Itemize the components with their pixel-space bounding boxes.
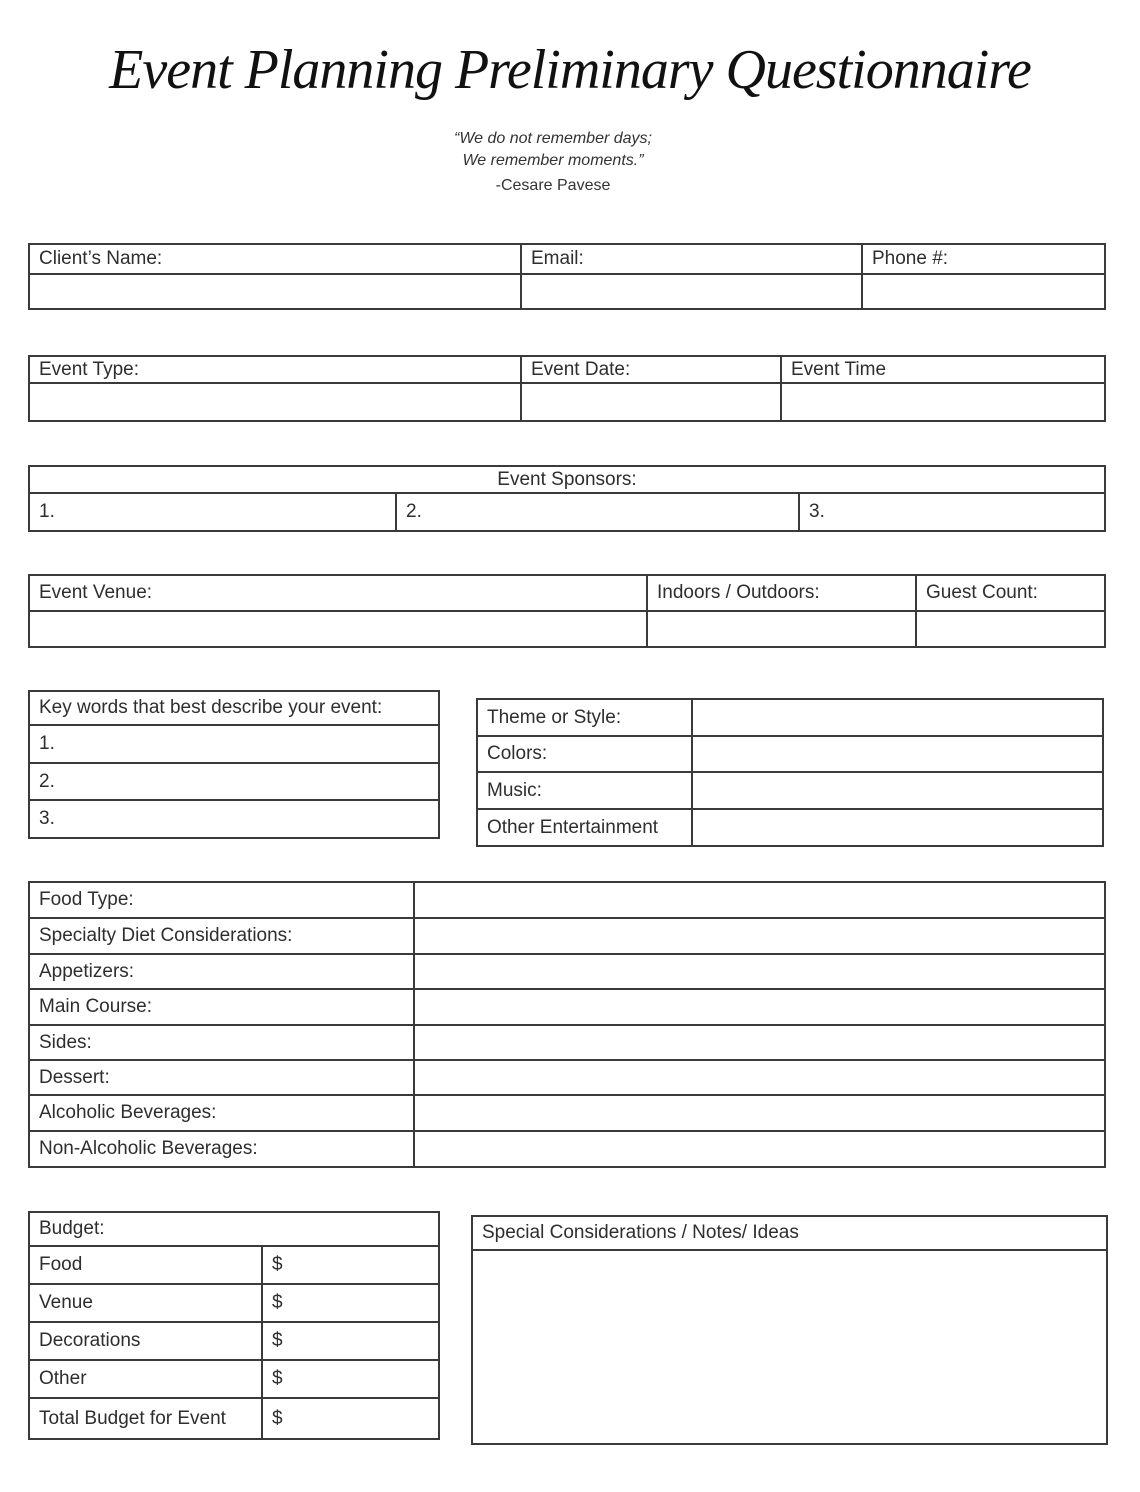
budget-food-label: Food xyxy=(29,1246,262,1284)
main-course-field[interactable] xyxy=(414,989,1105,1025)
sides-field[interactable] xyxy=(414,1025,1105,1060)
keywords-header: Key words that best describe your event: xyxy=(29,691,439,725)
keyword-field-1[interactable]: 1. xyxy=(29,725,439,763)
guest-count-field[interactable] xyxy=(916,611,1105,647)
event-time-label: Event Time xyxy=(781,356,1105,383)
budget-total-field[interactable]: $ xyxy=(262,1398,439,1439)
sponsor-field-2[interactable]: 2. xyxy=(396,493,799,531)
event-type-field[interactable] xyxy=(29,383,521,421)
notes-header: Special Considerations / Notes/ Ideas xyxy=(472,1216,1107,1250)
client-name-label: Client’s Name: xyxy=(29,244,521,274)
budget-venue-field[interactable]: $ xyxy=(262,1284,439,1322)
venue-table xyxy=(28,574,1106,648)
notes-field[interactable] xyxy=(472,1250,1107,1444)
phone-label: Phone #: xyxy=(862,244,1105,274)
venue-label: Event Venue: xyxy=(29,575,647,611)
indoors-outdoors-field[interactable] xyxy=(647,611,916,647)
notes-table xyxy=(471,1215,1108,1445)
venue-field[interactable] xyxy=(29,611,647,647)
budget-header: Budget: xyxy=(29,1212,439,1246)
budget-table xyxy=(28,1211,440,1440)
event-time-field[interactable] xyxy=(781,383,1105,421)
style-table xyxy=(476,698,1104,847)
sponsor-field-3[interactable]: 3. xyxy=(799,493,1105,531)
keyword-field-2[interactable]: 2. xyxy=(29,763,439,800)
indoors-outdoors-label: Indoors / Outdoors: xyxy=(647,575,916,611)
event-info-table xyxy=(28,355,1106,422)
main-course-label: Main Course: xyxy=(29,989,414,1025)
food-table xyxy=(28,881,1106,1168)
alcoholic-beverages-field[interactable] xyxy=(414,1095,1105,1131)
alcoholic-beverages-label: Alcoholic Beverages: xyxy=(29,1095,414,1131)
client-name-field[interactable] xyxy=(29,274,521,309)
specialty-diet-field[interactable] xyxy=(414,918,1105,954)
keyword-field-3[interactable]: 3. xyxy=(29,800,439,838)
other-entertainment-label: Other Entertainment xyxy=(477,809,692,846)
sponsors-header: Event Sponsors: xyxy=(29,466,1105,493)
colors-field[interactable] xyxy=(692,736,1103,772)
other-entertainment-field[interactable] xyxy=(692,809,1103,846)
food-type-field[interactable] xyxy=(414,882,1105,918)
appetizers-label: Appetizers: xyxy=(29,954,414,989)
non-alcoholic-beverages-field[interactable] xyxy=(414,1131,1105,1167)
theme-field[interactable] xyxy=(692,699,1103,736)
music-label: Music: xyxy=(477,772,692,809)
event-type-label: Event Type: xyxy=(29,356,521,383)
email-field[interactable] xyxy=(521,274,862,309)
dessert-label: Dessert: xyxy=(29,1060,414,1095)
appetizers-field[interactable] xyxy=(414,954,1105,989)
email-label: Email: xyxy=(521,244,862,274)
budget-decorations-label: Decorations xyxy=(29,1322,262,1360)
event-date-label: Event Date: xyxy=(521,356,781,383)
budget-decorations-field[interactable]: $ xyxy=(262,1322,439,1360)
quote-author: -Cesare Pavese xyxy=(495,177,611,194)
event-date-field[interactable] xyxy=(521,383,781,421)
sponsors-table xyxy=(28,465,1106,532)
sponsor-field-1[interactable]: 1. xyxy=(29,493,396,531)
page-title: Event Planning Preliminary Questionnaire xyxy=(109,39,1031,101)
music-field[interactable] xyxy=(692,772,1103,809)
budget-food-field[interactable]: $ xyxy=(262,1246,439,1284)
food-type-label: Food Type: xyxy=(29,882,414,918)
keywords-table xyxy=(28,690,440,839)
quote-line-1: “We do not remember days; xyxy=(453,130,652,147)
budget-other-label: Other xyxy=(29,1360,262,1398)
theme-label: Theme or Style: xyxy=(477,699,692,736)
guest-count-label: Guest Count: xyxy=(916,575,1105,611)
quote-line-2: We remember moments.” xyxy=(462,152,644,169)
client-info-table xyxy=(28,243,1106,310)
phone-field[interactable] xyxy=(862,274,1105,309)
dessert-field[interactable] xyxy=(414,1060,1105,1095)
budget-venue-label: Venue xyxy=(29,1284,262,1322)
sides-label: Sides: xyxy=(29,1025,414,1060)
budget-other-field[interactable]: $ xyxy=(262,1360,439,1398)
budget-total-label: Total Budget for Event xyxy=(29,1398,262,1439)
specialty-diet-label: Specialty Diet Considerations: xyxy=(29,918,414,954)
colors-label: Colors: xyxy=(477,736,692,772)
non-alcoholic-beverages-label: Non-Alcoholic Beverages: xyxy=(29,1131,414,1167)
